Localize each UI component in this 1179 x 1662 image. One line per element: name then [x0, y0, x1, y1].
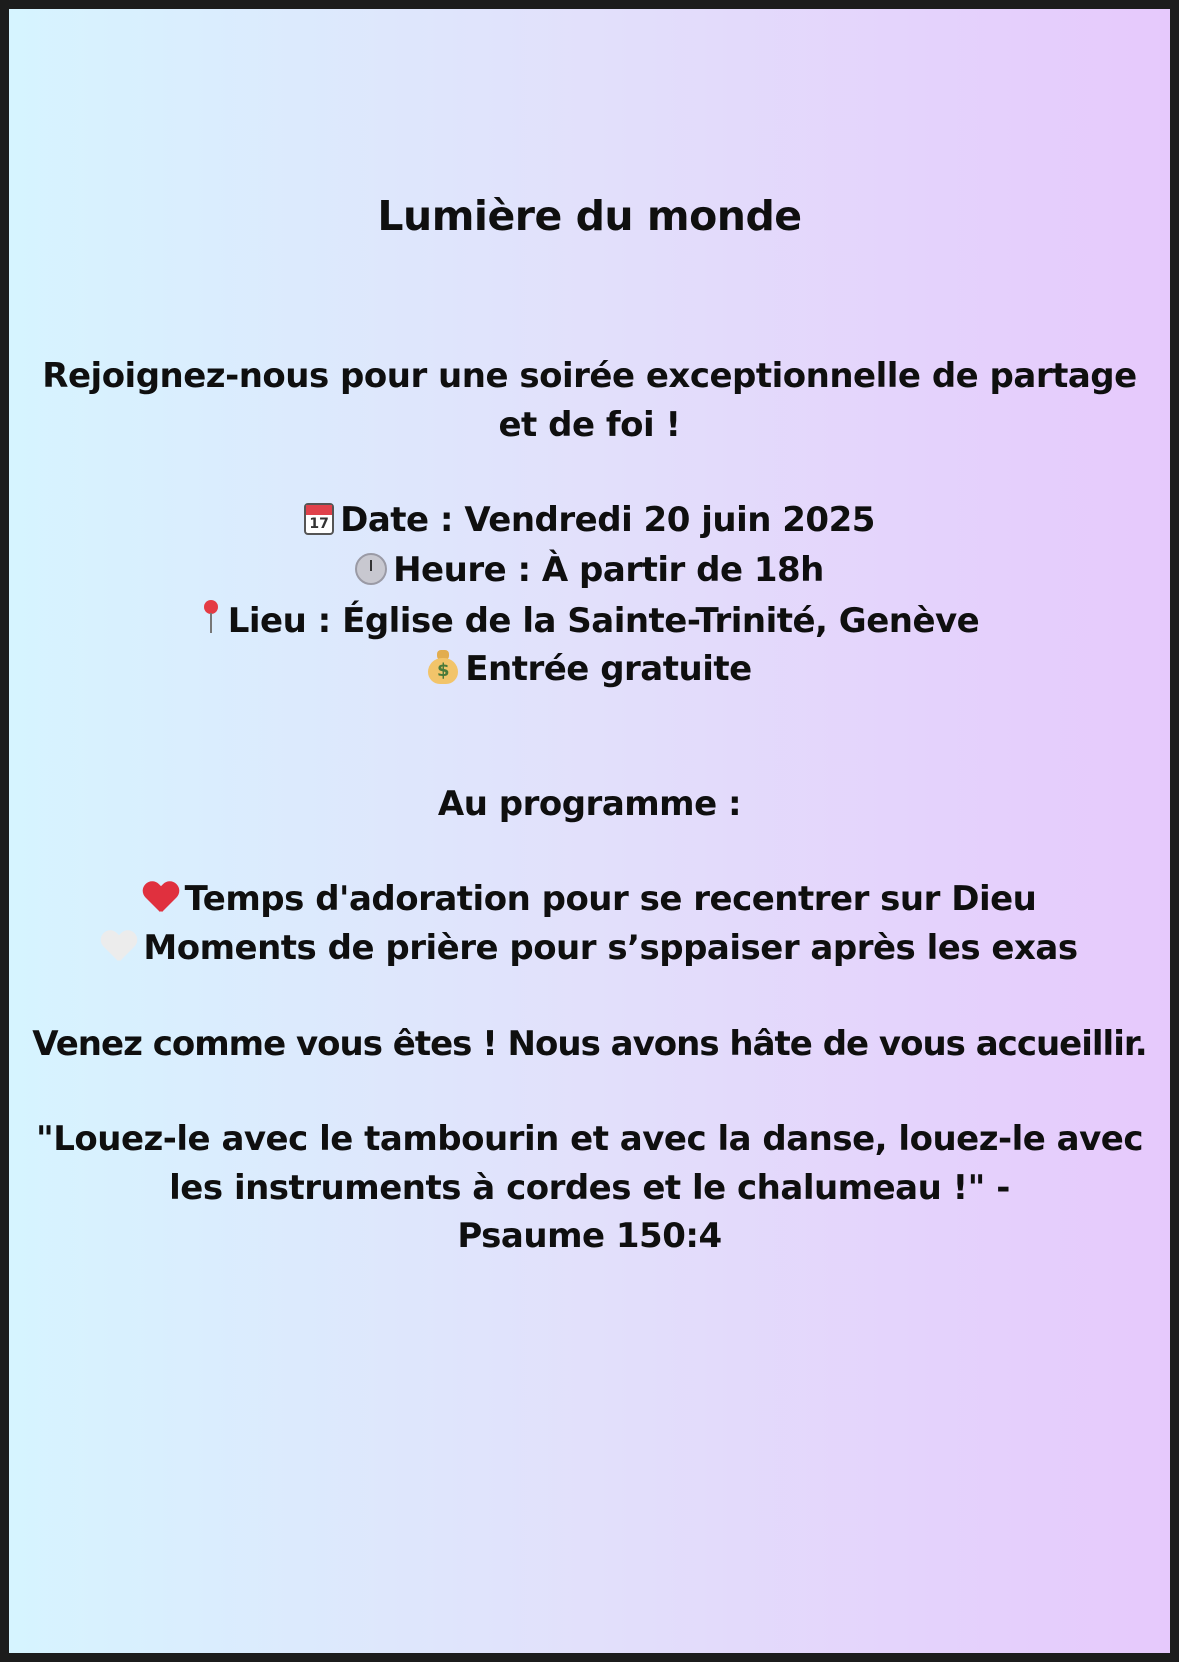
date-text: Date : Vendredi 20 juin 2025 [340, 500, 875, 540]
place-line [9, 600, 1170, 641]
event-title: Lumière du monde [377, 192, 802, 240]
place-text: Lieu : Église de la Sainte-Trinité, Genève [227, 601, 980, 641]
date-line [9, 500, 1170, 540]
quote-reference: Psaume 150:4 [457, 1216, 722, 1256]
red-heart-icon [143, 882, 179, 914]
white-heart-icon [101, 931, 137, 963]
pin-icon [200, 600, 222, 636]
time-text: Heure : À partir de 18h [393, 550, 824, 590]
intro-line-2: et de foi ! [498, 405, 681, 445]
entry-text: Entrée gratuite [465, 649, 752, 689]
entry-line [9, 649, 1170, 689]
program-item-1-text: Temps d'adoration pour se recentrer sur Dieu [184, 879, 1037, 919]
program-item-1 [9, 879, 1170, 919]
program-item-2-text: Moments de prière pour s’sppaiser après les exas [143, 928, 1078, 968]
quote-line-2: les instruments à cordes et le chalumeau !" - [169, 1168, 1010, 1208]
money-bag-icon: $ [427, 650, 459, 684]
quote-line-1: "Louez-le avec le tambourin et avec la danse, louez-le avec [36, 1119, 1143, 1159]
intro-line-1: Rejoignez-nous pour une soirée exceptionnelle de partage [42, 356, 1137, 396]
program-item-2 [9, 928, 1170, 968]
time-line [9, 550, 1170, 590]
welcome-text: Venez comme vous êtes ! Nous avons hâte de vous accueillir. [32, 1024, 1147, 1064]
calendar-icon: 17 [304, 503, 334, 535]
program-heading: Au programme : [437, 784, 742, 824]
clock-icon [355, 553, 387, 585]
